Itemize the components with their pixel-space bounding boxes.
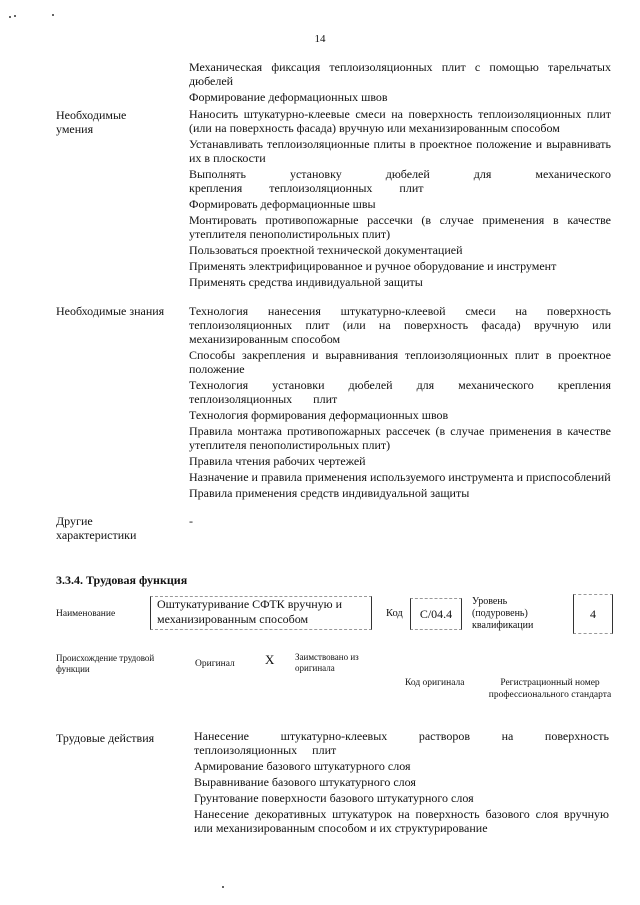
list-item: Нанесение штукатурно-клеевых растворов на поверхность теплоизоляционных плит <box>194 729 609 757</box>
list-item: Грунтование поверхности базового штукатурного слоя <box>194 791 474 805</box>
function-name: Оштукатуривание СФТК вручную и механизированным способом <box>150 596 372 630</box>
qualification-level: 4 <box>573 594 613 634</box>
level-label: Уровень (подуровень) квалификации <box>472 596 534 631</box>
code-label: Код <box>386 608 403 619</box>
page-number: 14 <box>314 33 326 45</box>
list-item: Выполнять установку дюбелей для механического крепления теплоизоляционных плит <box>189 167 611 195</box>
top-items <box>189 60 611 106</box>
list-item: Способы закрепления и выравнивания теплоизоляционных плит в проектное положение <box>189 348 611 376</box>
other-value: - <box>189 514 193 528</box>
list-item: Монтировать противопожарные рассечки (в случае применения в качестве утеплителя пенополистирольных плит) <box>189 213 611 241</box>
knowledge-list <box>189 304 611 502</box>
borrowed-label: Заимствовано из оригинала <box>295 652 359 673</box>
list-item: Пользоваться проектной технической документацией <box>189 243 463 257</box>
section-title: 3.3.4. Трудовая функция <box>56 573 188 587</box>
name-label: Наименование <box>56 609 116 619</box>
scan-speck <box>52 14 54 16</box>
list-item: Правила монтажа противопожарных рассечек (в случае применения в качестве утеплителя пенополистирольных плит) <box>189 424 611 452</box>
list-item: Назначение и правила применения используемого инструмента и приспособлений <box>189 470 611 484</box>
skills-label: Необходимые умения <box>56 108 127 136</box>
list-item: Технология установки дюбелей для механического крепления теплоизоляционных плит <box>189 378 611 406</box>
list-item: Правила чтения рабочих чертежей <box>189 454 366 468</box>
actions-label: Трудовые действия <box>56 731 155 745</box>
list-item: Формирование деформационных швов <box>189 90 388 104</box>
list-item: Наносить штукатурно-клеевые смеси на поверхность теплоизоляционных плит (или на поверхность фасада) вручную или механизированным способом <box>189 107 611 135</box>
list-item: Формировать деформационные швы <box>189 197 376 211</box>
list-item: Технология формирования деформационных швов <box>189 408 449 422</box>
origin-label: Происхождение трудовой функции <box>56 653 155 674</box>
list-item: Нанесение декоративных штукатурок на поверхность базового слоя вручную или механизированным способом и их структурирование <box>194 807 609 835</box>
list-item: Выравнивание базового штукатурного слоя <box>194 775 416 789</box>
original-label: Оригинал <box>195 659 235 669</box>
list-item: Применять средства индивидуальной защиты <box>189 275 423 289</box>
scan-speck <box>14 15 16 17</box>
list-item: Механическая фиксация теплоизоляционных плит с помощью тарельчатых дюбелей <box>189 60 611 88</box>
scan-speck <box>222 886 224 888</box>
code-original-label: Код оригинала <box>405 678 465 688</box>
original-mark: X <box>265 652 275 667</box>
list-item: Устанавливать теплоизоляционные плиты в проектное положение и выравнивать их в плоскости <box>189 137 611 165</box>
list-item: Армирование базового штукатурного слоя <box>194 759 411 773</box>
list-item: Применять электрифицированное и ручное оборудование и инструмент <box>189 259 557 273</box>
list-item: Технология нанесения штукатурно-клеевой смеси на поверхность теплоизоляционных плит (или на поверхность фасада) вручную или механизированным способом <box>189 304 611 346</box>
function-code: С/04.4 <box>410 598 462 630</box>
knowledge-label: Необходимые знания <box>56 304 165 318</box>
skills-list <box>189 107 611 291</box>
reg-number-label: Регистрационный номер профессионального стандарта <box>488 678 612 700</box>
list-item: Правила применения средств индивидуальной защиты <box>189 486 470 500</box>
scan-speck <box>9 16 11 18</box>
other-label: Другие характеристики <box>56 514 137 542</box>
actions-list <box>194 729 609 837</box>
